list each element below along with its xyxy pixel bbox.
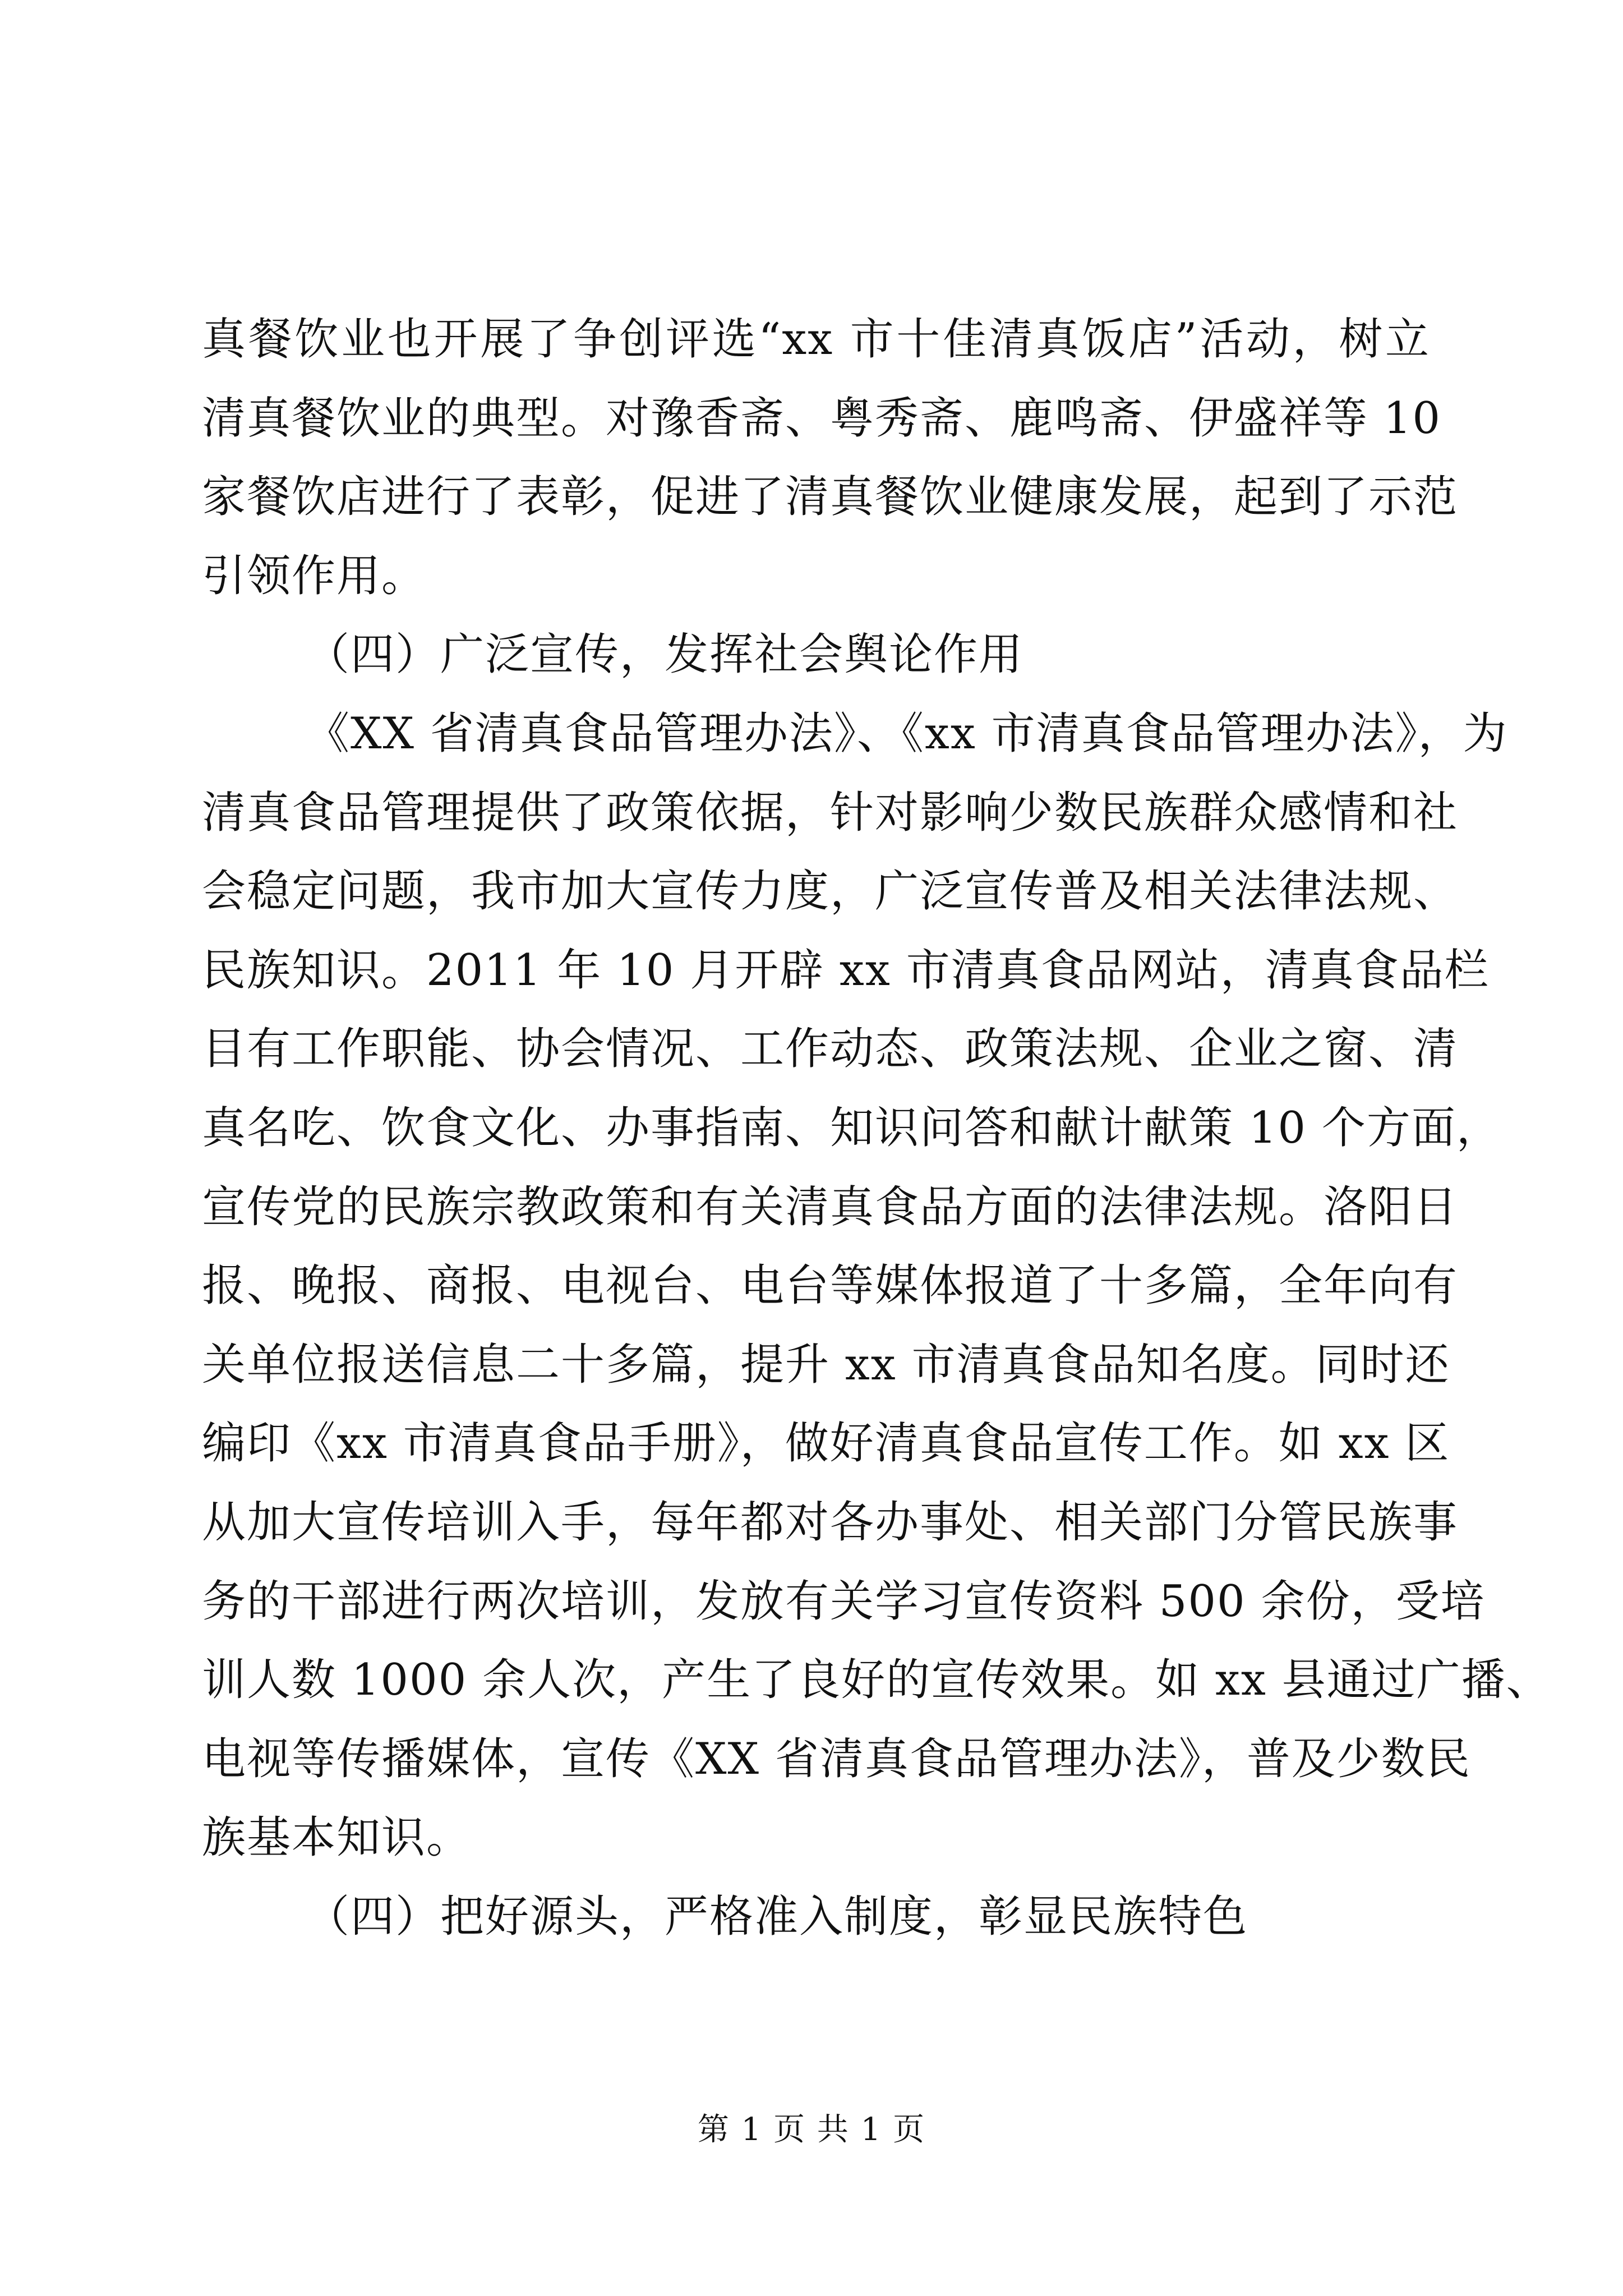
paragraph-line: 族基本知识。 xyxy=(202,1812,472,1864)
section-heading: （四）广泛宣传，发挥社会舆论作用 xyxy=(306,629,1024,680)
paragraph-line: 引领作用。 xyxy=(202,550,427,601)
paragraph-line: 报、晚报、商报、电视台、电台等媒体报道了十多篇，全年向有 xyxy=(202,1260,1459,1312)
paragraph-line: 训人数 1000 余人次，产生了良好的宣传效果。如 xx 县通过广播、 xyxy=(202,1655,1551,1706)
paragraph-line: 目有工作职能、协会情况、工作动态、政策法规、企业之窗、清 xyxy=(202,1024,1459,1075)
paragraph-line: 真名吃、饮食文化、办事指南、知识问答和献计献策 10 个方面， xyxy=(202,1102,1501,1153)
paragraph-line: 关单位报送信息二十多篇，提升 xx 市清真食品知名度。同时还 xyxy=(202,1339,1450,1390)
paragraph-line: 清真食品管理提供了政策依据，针对影响少数民族群众感情和社 xyxy=(202,787,1459,838)
paragraph-line: 《XX 省清真食品管理办法》、《xx 市清真食品管理办法》，为 xyxy=(306,708,1508,759)
paragraph-line: 编印《xx 市清真食品手册》，做好清真食品宣传工作。如 xx 区 xyxy=(202,1418,1450,1469)
paragraph-line: 真餐饮业也开展了争创评选“xx 市十佳清真饭店”活动，树立 xyxy=(202,314,1430,365)
page-footer: 第 1 页 共 1 页 xyxy=(697,2111,926,2148)
paragraph-line: 会稳定问题，我市加大宣传力度，广泛宣传普及相关法律法规、 xyxy=(202,866,1459,917)
paragraph-line: 从加大宣传培训入手，每年都对各办事处、相关部门分管民族事 xyxy=(202,1497,1459,1548)
section-heading: （四）把好源头，严格准入制度，彰显民族特色 xyxy=(306,1891,1248,1942)
document-body xyxy=(202,300,1551,1956)
paragraph-line: 家餐饮店进行了表彰，促进了清真餐饮业健康发展，起到了示范 xyxy=(202,472,1459,523)
paragraph-line: 清真餐饮业的典型。对豫香斋、粤秀斋、鹿鸣斋、伊盛祥等 10 xyxy=(202,393,1442,444)
paragraph-line: 民族知识。2011 年 10 月开辟 xx 市清真食品网站，清真食品栏 xyxy=(202,945,1490,996)
paragraph-line: 务的干部进行两次培训，发放有关学习宣传资料 500 余份，受培 xyxy=(202,1576,1486,1627)
paragraph-line: 电视等传播媒体，宣传《XX 省清真食品管理办法》，普及少数民 xyxy=(202,1733,1471,1784)
paragraph-line: 宣传党的民族宗教政策和有关清真食品方面的法律法规。洛阳日 xyxy=(202,1181,1459,1232)
